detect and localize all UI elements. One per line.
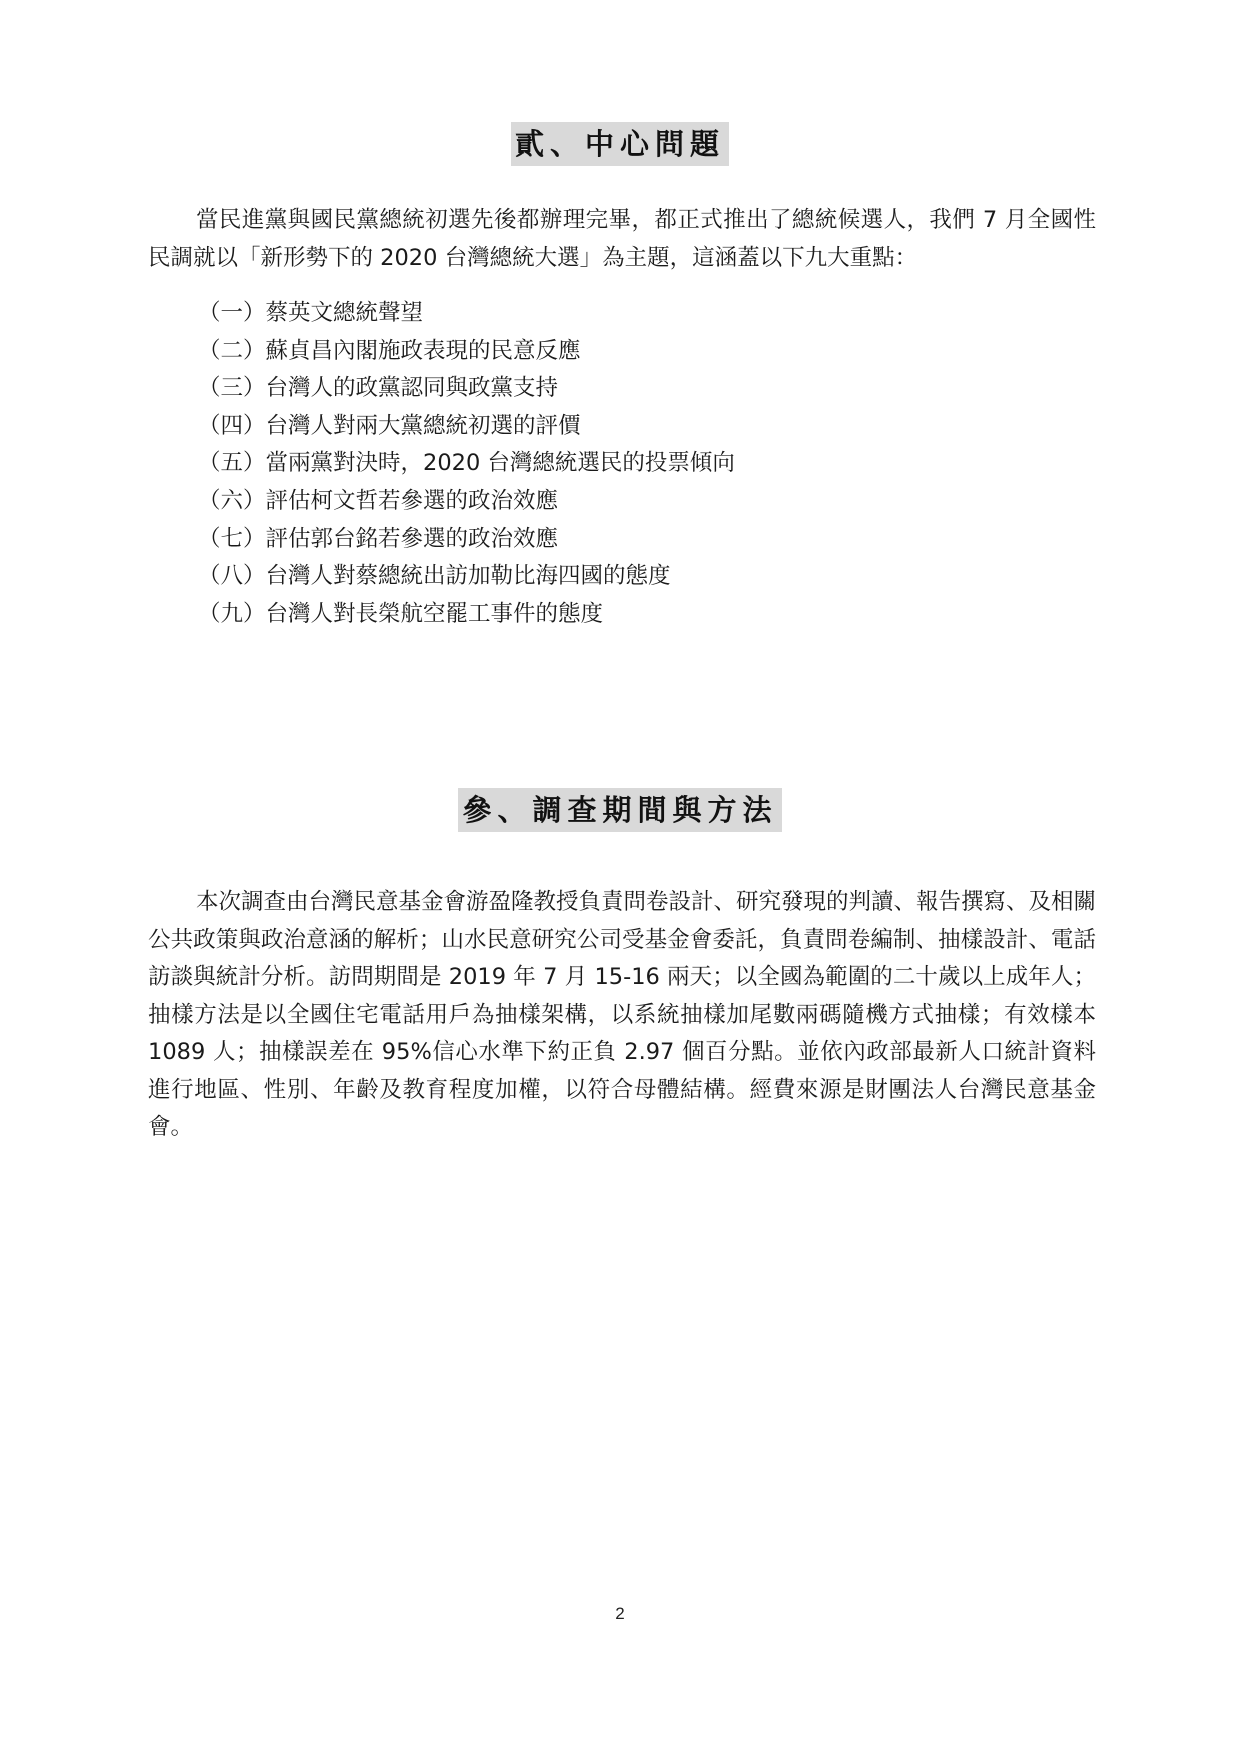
section-3-paragraph: 本次調查由台灣民意基金會游盈隆教授負責問卷設計、研究發現的判讀、報告撰寫、及相關公共政策與政治意涵的解析；山水民意研究公司受基金會委託，負責問卷編制、抽樣設計、電話訪談與統計分析。訪問期間是 2019 年 7 月 15-16 兩天；以全國為範圍的二十歲以上成年人；抽樣方法是以全國住宅電話用戶為抽樣架構，以系統抽樣加尾數兩碼隨機方式抽樣；有效樣本 1089 人；抽樣誤差在 95%信心水準下約正負 2.97 個百分點。並依內政部最新人口統計資料進行地區、性別、年齡及教育程度加權，以符合母體結構。經費來源是財團法人台灣民意基金會。: [148, 889, 1097, 1140]
list-item: （二）蘇貞昌內閣施政表現的民意反應: [198, 337, 581, 364]
list-item: （六）評估柯文哲若參選的政治效應: [198, 487, 559, 514]
list-item: （九）台灣人對長榮航空罷工事件的態度: [198, 600, 604, 627]
list-item: （四）台灣人對兩大黨總統初選的評價: [198, 412, 581, 439]
list-item: （七）評估郭台銘若參選的政治效應: [198, 525, 559, 552]
page-number: 2: [615, 1604, 625, 1623]
key-points-list: [198, 295, 735, 633]
list-item: （八）台灣人對蔡總統出訪加勒比海四國的態度: [198, 563, 671, 590]
section-3-heading: 參、調查期間與方法: [458, 788, 781, 832]
list-item: （五）當兩黨對決時，2020 台灣總統選民的投票傾向: [198, 450, 735, 477]
section-2-paragraph: 當民進黨與國民黨總統初選先後都辦理完畢，都正式推出了總統候選人，我們 7 月全國性民調就以「新形勢下的 2020 台灣總統大選」為主題，這涵蓋以下九大重點：: [148, 207, 1096, 271]
list-item: （一）蔡英文總統聲望: [198, 300, 424, 326]
section-2-heading: 貳、中心問題: [511, 122, 729, 166]
section-3-heading-wrap: [0, 788, 1240, 832]
section-2-heading-wrap: [0, 122, 1240, 166]
list-item: （三）台灣人的政黨認同與政黨支持: [198, 375, 559, 402]
